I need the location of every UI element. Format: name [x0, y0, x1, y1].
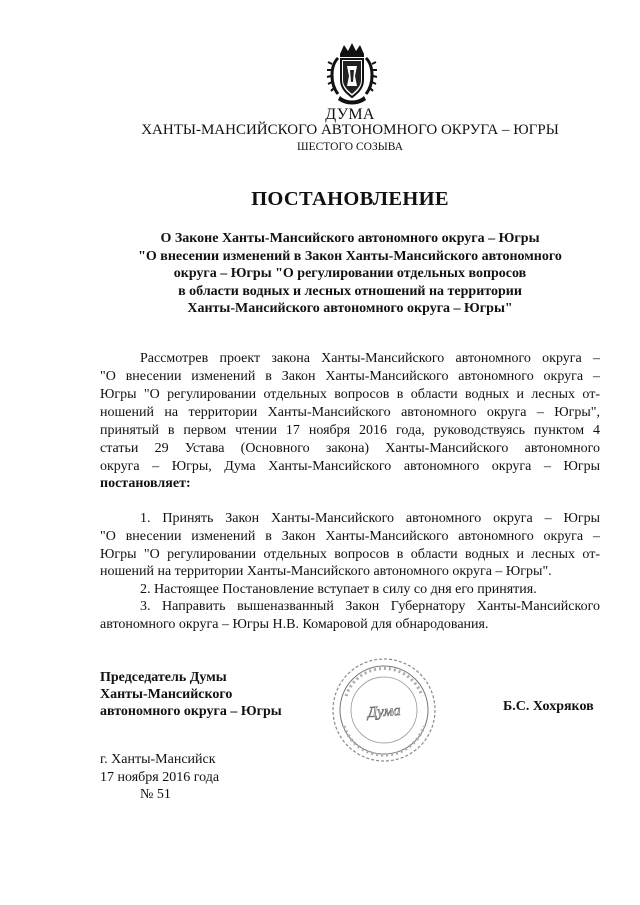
- stamp-text: Дума: [367, 702, 402, 722]
- signatory-title-line: Председатель Думы: [100, 670, 227, 685]
- okrug-name: ХАНТЫ-МАНСИЙСКОГО АВТОНОМНОГО ОКРУГА – ЮГРЫ: [141, 122, 559, 138]
- preamble-line: Рассмотрев проект закона Ханты-Мансийского автономного округа –: [140, 351, 600, 366]
- subject-line: в области водных и лесных отношений на территории: [178, 283, 522, 299]
- org-name: ДУМА: [325, 106, 375, 123]
- preamble-line: принятый в первом чтении 17 ноября 2016 года, руководствуясь пунктом 4: [100, 423, 600, 438]
- document-title: ПОСТАНОВЛЕНИЕ: [251, 188, 449, 210]
- subject-line: О Законе Ханты-Мансийского автономного округа – Югры: [160, 231, 540, 246]
- item-1-line: 1. Принять Закон Ханты-Мансийского автономного округа – Югры: [140, 511, 600, 526]
- preamble-line: округа – Югры, Дума Ханты-Мансийского автономного округа – Югры: [100, 459, 600, 474]
- subject-line: "О внесении изменений в Закон Ханты-Мансийского автономного: [138, 248, 562, 264]
- preamble-line: статьи 29 Устава (Основного закона) Ханты-Мансийского автономного: [100, 441, 600, 456]
- subject-line: Ханты-Мансийского автономного округа – Югры": [187, 301, 513, 317]
- convocation: ШЕСТОГО СОЗЫВА: [296, 141, 404, 153]
- coat-of-arms-icon: [326, 40, 378, 106]
- preamble-line: Югры "О регулировании отдельных вопросов в области водных и лесных от-: [100, 387, 600, 402]
- preamble-line: ношений на территории Ханты-Мансийского автономного округа – Югры",: [100, 405, 600, 420]
- signatory-title-line: Ханты-Мансийского: [100, 687, 233, 702]
- item-2-line: 2. Настоящее Постановление вступает в силу со дня его принятия.: [140, 582, 537, 597]
- date: 17 ноября 2016 года: [100, 769, 220, 785]
- item-3-line: автономного округа – Югры Н.В. Комаровой для обнародования.: [100, 617, 489, 632]
- place: г. Ханты-Мансийск: [100, 752, 216, 767]
- subject-line: округа – Югры "О регулировании отдельных вопросов: [173, 266, 527, 282]
- item-1-line: "О внесении изменений в Закон Ханты-Мансийского автономного округа –: [100, 529, 600, 544]
- preamble-line: "О внесении изменений в Закон Ханты-Мансийского автономного округа –: [100, 369, 600, 384]
- item-1-line: Югры "О регулировании отдельных вопросов в области водных и лесных от-: [100, 547, 600, 562]
- signatory-title-line: автономного округа – Югры: [100, 704, 282, 719]
- resolves-word: постановляет:: [100, 476, 191, 491]
- item-1-line: ношений на территории Ханты-Мансийского автономного округа – Югры".: [100, 564, 552, 579]
- signatory-name: Б.С. Хохряков: [503, 699, 594, 714]
- seal-stamp: [330, 656, 438, 764]
- place-date-number: [100, 751, 219, 804]
- item-3-line: 3. Направить вышеназванный Закон Губернатору Ханты-Мансийского: [140, 599, 600, 614]
- document-number: № 51: [140, 787, 171, 802]
- signatory-title: [100, 669, 282, 720]
- document-subject: [100, 230, 600, 318]
